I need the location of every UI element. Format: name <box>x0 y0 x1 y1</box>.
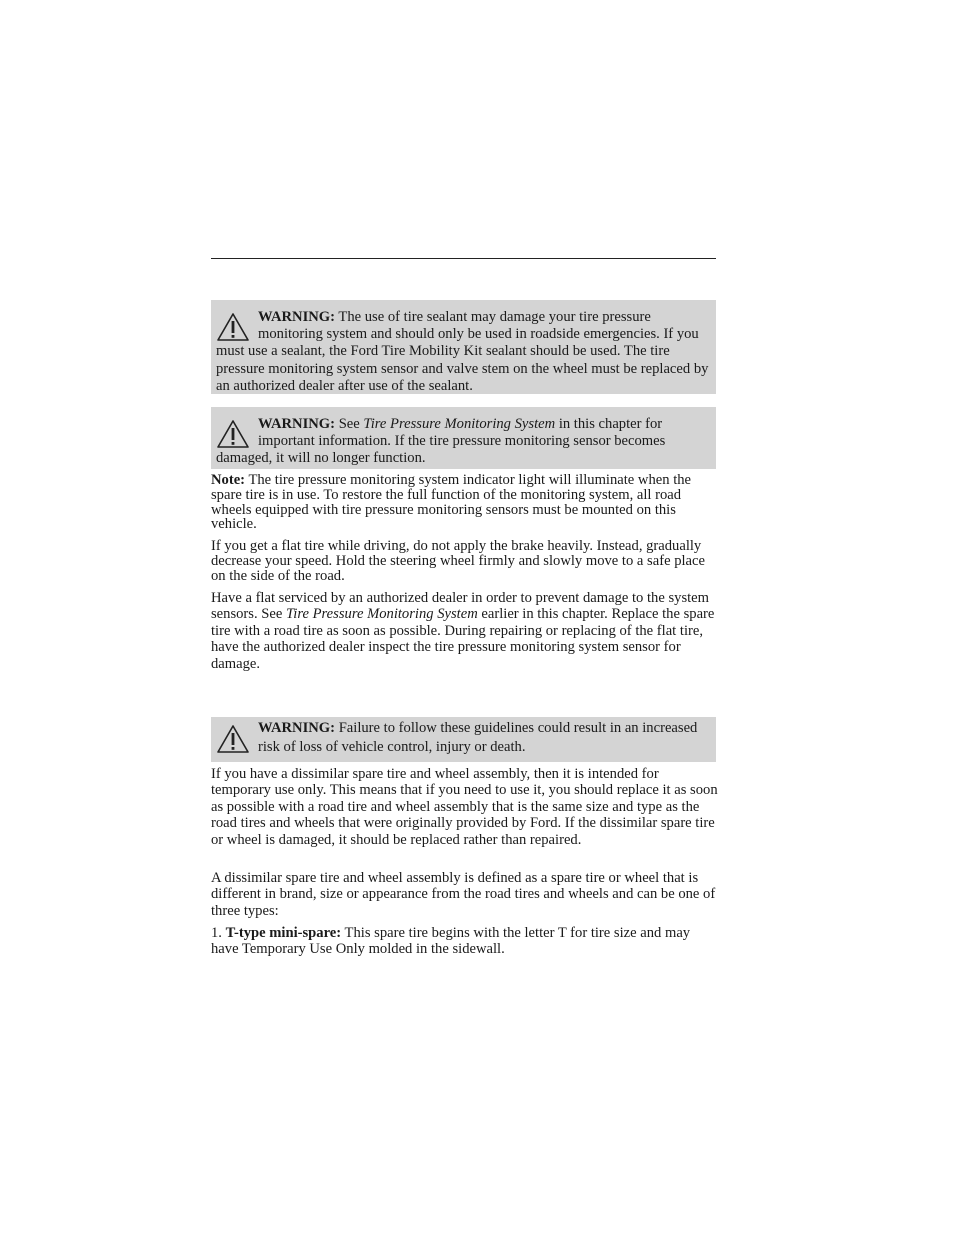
t-type-text: This spare tire begins with the letter T for tire size and may have Temporary Use Only molded in the sidewall. <box>211 925 691 958</box>
flat-service-paragraph <box>211 590 721 672</box>
warning-text: The use of tire sealant may damage your tire pressure monitoring system and should only be used in roadside emergencies. If you must use a sealant, the Ford Tire Mobility Kit sealant should be used. The tire pressure monitoring system sensor and valve stem on the wheel must be replaced by an authorized dealer after use of the sealant. <box>216 309 709 394</box>
warning-text-pre: See <box>338 416 360 432</box>
flat-tire-driving-paragraph: If you get a flat tire while driving, do not apply the brake heavily. Instead, gradually decrease your speed. Hold the steering wheel firmly and slowly move to a safe place on the side of the road. <box>211 538 705 584</box>
warning-triangle-icon <box>216 724 250 754</box>
warning-triangle-icon <box>216 419 250 449</box>
note-label: Note: <box>211 472 246 488</box>
service-reference: Tire Pressure Monitoring System <box>286 606 478 623</box>
note-text: The tire pressure monitoring system indicator light will illuminate when the spare tire is in use. To restore the full function of the monitoring system, all road wheels equipped with tire pressure monitoring sensors must be mounted on this vehicle. <box>211 472 692 533</box>
t-type-label: T-type mini-spare: <box>225 925 342 941</box>
warning-triangle-icon <box>216 312 250 342</box>
warning-box-tpms <box>211 407 716 469</box>
list-number: 1. <box>211 925 222 941</box>
header-rule <box>211 258 716 259</box>
warning-reference: Tire Pressure Monitoring System <box>363 416 556 432</box>
dissimilar-use-paragraph: If you have a dissimilar spare tire and wheel assembly, then it is intended for temporary use only. This means that if you need to use it, you should replace it as soon as possible with a road tire and wheel assembly that is the same size and type as the road tires and wheels that were originally provided by Ford. If the dissimilar spare tire or wheel is damaged, it should be replaced rather than repaired. <box>211 766 718 848</box>
service-text-post: earlier in this chapter. Replace the spare tire with a road tire as soon as possible. During repairing or replacing of the flat tire, have the authorized dealer inspect the tire pressure monitoring system sensor for damage. <box>211 606 715 672</box>
warning-label: WARNING: <box>258 720 336 736</box>
t-type-paragraph <box>211 925 721 958</box>
warning-text-post: in this chapter for important information. If the tire pressure monitoring sensor becomes damaged, it will no longer function. <box>216 416 666 467</box>
dissimilar-definition-paragraph: A dissimilar spare tire and wheel assembly is defined as a spare tire or wheel that is different in brand, size or appearance from the road tires and wheels and can be one of three types: <box>211 870 716 919</box>
warning-box-sealant <box>211 300 716 394</box>
warning-box-guidelines <box>211 717 716 762</box>
note-paragraph <box>211 473 721 532</box>
warning-label: WARNING: <box>258 416 336 432</box>
service-text-pre: Have a flat serviced by an authorized dealer in order to prevent damage to the system sensors. See <box>211 590 710 623</box>
warning-label: WARNING: <box>258 309 336 325</box>
warning-text: Failure to follow these guidelines could result in an increased risk of loss of vehicle control, injury or death. <box>258 720 698 756</box>
